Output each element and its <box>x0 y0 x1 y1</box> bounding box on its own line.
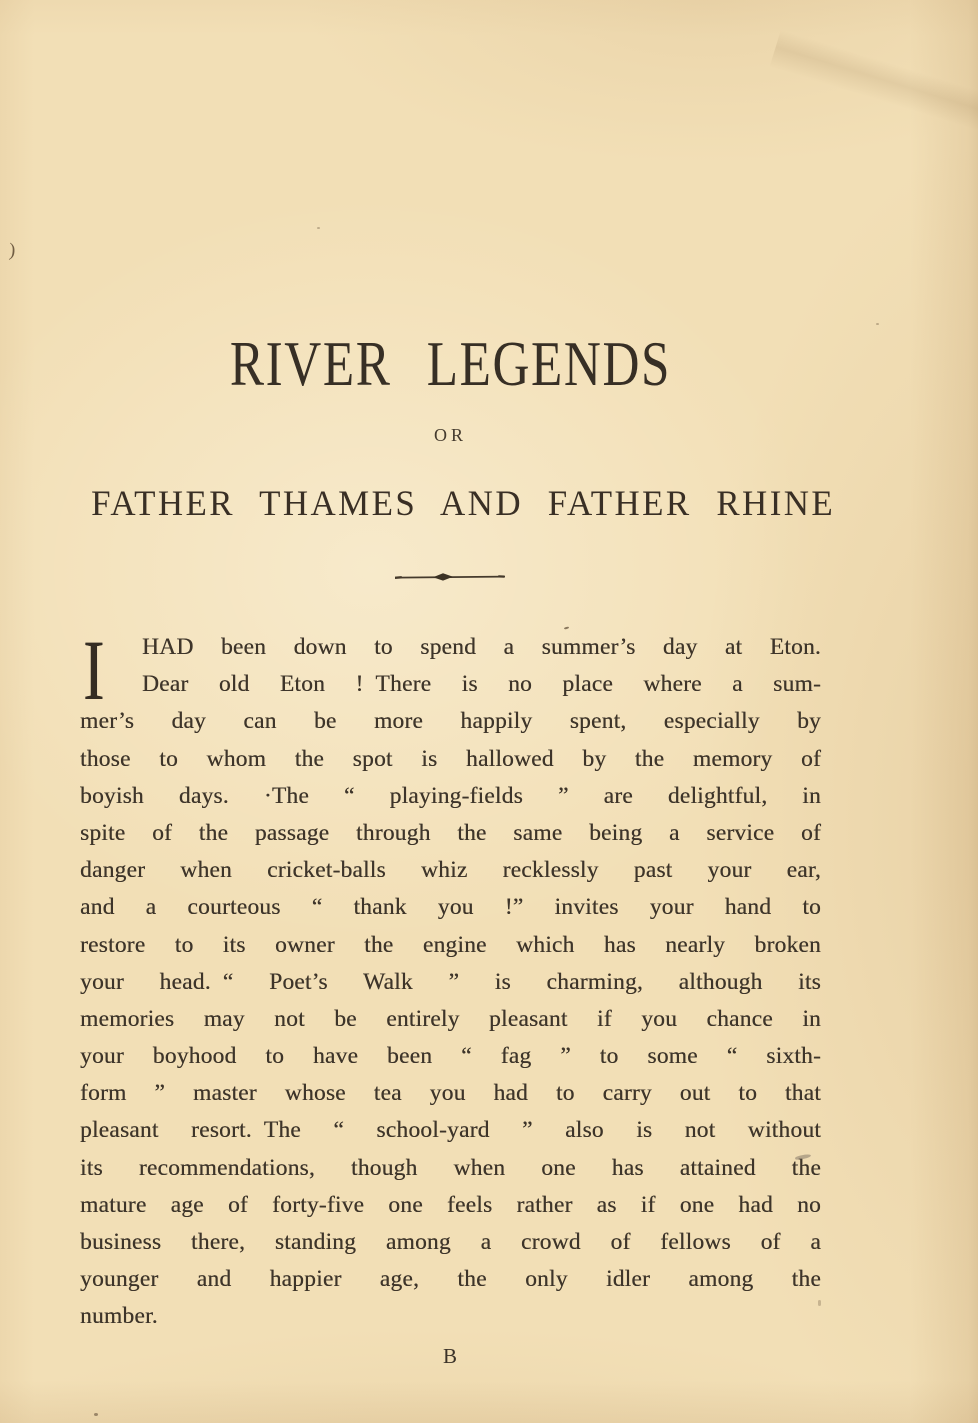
binding-mark: ) <box>8 239 17 262</box>
text-line: its recommendations, though when one has attained the <box>80 1154 821 1181</box>
text-line: your boyhood to have been “ fag ” to some “ sixth- <box>80 1043 821 1070</box>
text-line: memories may not be entirely pleasant if you chance in <box>80 1005 821 1032</box>
page-title: RIVER LEGENDS <box>229 328 672 399</box>
text-line: danger when cricket-balls whiz recklessly past your ear, <box>80 857 821 884</box>
text-line: and a courteous “ thank you !” invites your hand to <box>80 894 821 921</box>
divider-ornament <box>395 571 505 583</box>
text-line: number. <box>80 1303 158 1330</box>
body-text-block <box>80 622 821 1336</box>
text-line: younger and happier age, the only idler among the <box>80 1266 821 1293</box>
text-line: boyish days. ·The “ playing-fields ” are delightful, in <box>80 782 821 809</box>
signature-mark: B <box>442 1344 458 1368</box>
text-line: Dear old Eton ! There is no place where a sum- <box>142 671 821 698</box>
text-line: mer’s day can be more happily spent, especially by <box>80 708 821 735</box>
text-line: pleasant resort. The “ school-yard ” also is not without <box>80 1117 821 1144</box>
scan-speck <box>94 1413 98 1416</box>
drop-cap: I <box>83 622 105 718</box>
scan-speck <box>876 323 879 325</box>
text-line: form ” master whose tea you had to carry out to that <box>80 1080 821 1107</box>
text-line: mature age of forty-five one feels rather as if one had no <box>80 1191 821 1218</box>
text-line: spite of the passage through the same being a service of <box>80 819 821 846</box>
text-line: those to whom the spot is hallowed by the memory of <box>80 745 821 772</box>
text-line: restore to its owner the engine which has nearly broken <box>80 931 821 958</box>
paper-crease <box>754 0 978 195</box>
text-line: your head. “ Poet’s Walk ” is charming, although its <box>80 968 821 995</box>
text-line: business there, standing among a crowd of fellows of a <box>80 1229 821 1255</box>
page-subtitle: FATHER THAMES AND FATHER RHINE <box>91 483 836 523</box>
title-connector: OR <box>433 425 467 445</box>
scan-speck <box>317 227 320 229</box>
text-line: HAD been down to spend a summer’s day at Eton. <box>142 634 821 660</box>
